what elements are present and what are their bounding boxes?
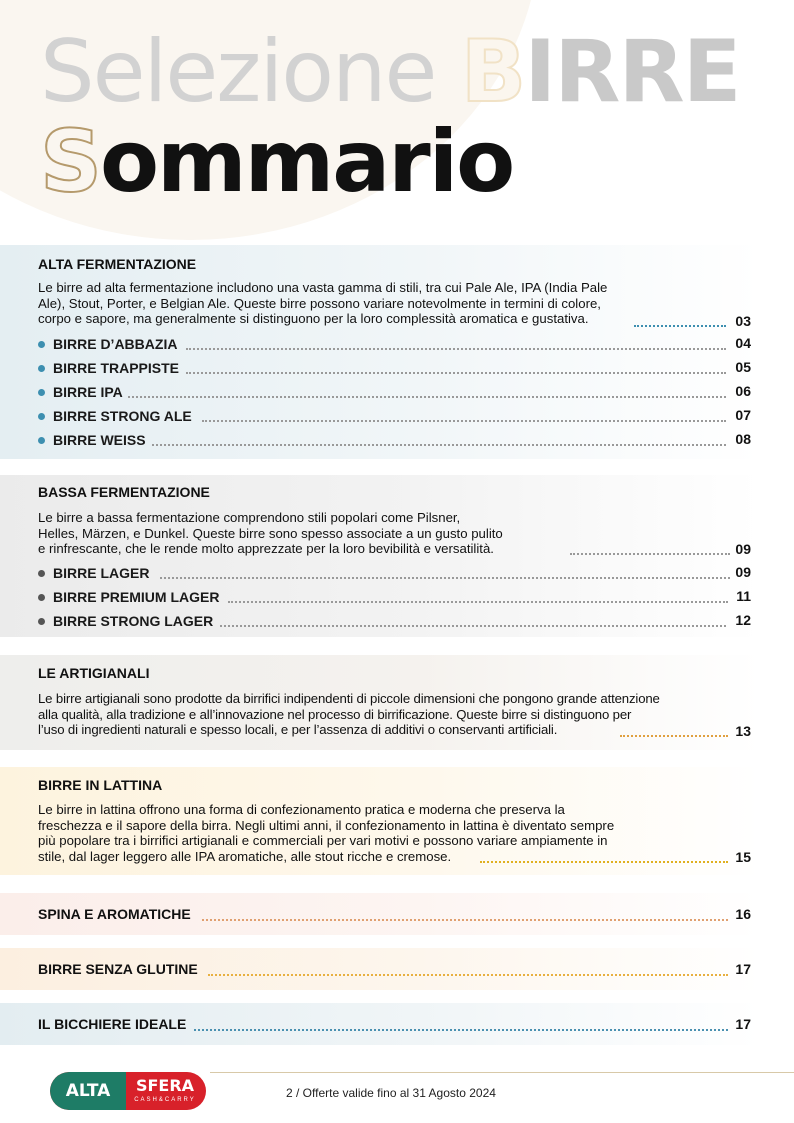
section-description: Le birre artigianali sono prodotte da birrifici indipendenti di piccole dimensioni che pongono grande attenzione alla qualità, alla tradizione e all’innovazione nel processo di birrificazione. Queste birre si distinguono per l’uso di ingredienti naturali e spesso locali, e per l’assenza di additivi o conservanti artificiali. — [38, 691, 660, 737]
page-number[interactable]: 09 — [735, 564, 751, 580]
altasfera-logo: ALTA SFERA CASH&CARRY — [50, 1072, 206, 1110]
bullet-icon — [38, 365, 45, 372]
page-number[interactable]: 15 — [735, 849, 751, 865]
bullet-icon — [38, 618, 45, 625]
section-heading: BIRRE IN LATTINA — [38, 777, 163, 793]
section-il-bicchiere-ideale[interactable] — [0, 1003, 760, 1045]
section-spina-e-aromatiche[interactable] — [0, 893, 760, 935]
section-heading: LE ARTIGIANALI — [38, 665, 150, 681]
section-description: Le birre ad alta fermentazione includono una vasta gamma di stili, tra cui Pale Ale, IPA (India Pale Ale), Stout, Porter, e Belgian Ale. Queste birre possono variare notevolmente in termini di colore, corpo e sapore, ma generalmente si distinguono per la loro complessità aromatica e gustativa. — [38, 280, 608, 326]
toc-item-lager[interactable]: BIRRE LAGER — [38, 564, 149, 582]
page-number[interactable]: 04 — [735, 335, 751, 351]
toc-item-trappiste[interactable]: BIRRE TRAPPISTE — [38, 359, 179, 377]
section-bassa-fermentazione — [0, 475, 760, 637]
leader-dots — [228, 601, 728, 603]
section-heading: BASSA FERMENTAZIONE — [38, 484, 210, 500]
page-number[interactable]: 17 — [735, 961, 751, 977]
bullet-icon — [38, 437, 45, 444]
leader-dots — [202, 420, 726, 422]
page-number[interactable]: 12 — [735, 612, 751, 628]
section-alta-fermentazione — [0, 245, 760, 459]
leader-dots — [202, 919, 728, 921]
toc-item-weiss[interactable]: BIRRE WEISS — [38, 431, 146, 449]
title-selezione-birre: Selezione BIRRE — [40, 22, 740, 122]
leader-dots — [208, 974, 728, 976]
bullet-icon — [38, 389, 45, 396]
section-heading: ALTA FERMENTAZIONE — [38, 256, 197, 272]
leader-dots — [128, 396, 726, 398]
page-number[interactable]: 09 — [735, 541, 751, 557]
page-number[interactable]: 16 — [735, 906, 751, 922]
title-sommario: Sommario — [40, 112, 514, 212]
section-birre-in-lattina — [0, 767, 760, 875]
leader-dots — [186, 348, 726, 350]
toc-item-ipa[interactable]: BIRRE IPA — [38, 383, 123, 401]
toc-item-strong-ale[interactable]: BIRRE STRONG ALE — [38, 407, 192, 425]
section-le-artigianali — [0, 655, 760, 750]
leader-dots — [186, 372, 726, 374]
section-birre-senza-glutine[interactable] — [0, 948, 760, 990]
toc-item-strong-lager[interactable]: BIRRE STRONG LAGER — [38, 612, 213, 630]
page-number[interactable]: 11 — [736, 588, 751, 604]
leader-dots — [480, 861, 728, 863]
page-number[interactable]: 17 — [735, 1016, 751, 1032]
bullet-icon — [38, 594, 45, 601]
page-number[interactable]: 08 — [735, 431, 751, 447]
section-heading: BIRRE SENZA GLUTINE — [38, 961, 198, 977]
bullet-icon — [38, 413, 45, 420]
page-number[interactable]: 05 — [735, 359, 751, 375]
leader-dots — [160, 577, 730, 579]
leader-dots — [220, 625, 726, 627]
footer-divider — [210, 1072, 794, 1073]
section-description: Le birre in lattina offrono una forma di confezionamento pratica e moderna che preserva la freschezza e il sapore della birra. Negli ultimi anni, il confezionamento in lattina è diventato sempre più popolare tra i birrifici artigianali e commerciali per vari motivi e possono variare ampiamente in stile, dal lager leggero alle IPA aromatiche, alle stout ricche e cremose. — [38, 802, 615, 864]
bullet-icon — [38, 570, 45, 577]
leader-dots — [152, 444, 726, 446]
toc-item-abbazia[interactable]: BIRRE D’ABBAZIA — [38, 335, 177, 353]
footer-page-info: 2 / Offerte valide fino al 31 Agosto 2024 — [286, 1086, 496, 1100]
page-number[interactable]: 03 — [735, 313, 751, 329]
page-number[interactable]: 07 — [735, 407, 751, 423]
page-header — [40, 22, 739, 210]
page-number[interactable]: 06 — [735, 383, 751, 399]
section-heading: IL BICCHIERE IDEALE — [38, 1016, 187, 1032]
page-number[interactable]: 13 — [735, 723, 751, 739]
leader-dots — [194, 1029, 728, 1031]
section-heading: SPINA E AROMATICHE — [38, 906, 191, 922]
leader-dots — [570, 553, 730, 555]
section-description: Le birre a bassa fermentazione comprendono stili popolari come Pilsner, Helles, Märzen, e Dunkel. Queste birre sono spesso associate a un gusto pulito e rinfrescante, che le rende molto apprezzate per la loro bevibilità e versatilità. — [38, 510, 503, 556]
toc-item-premium-lager[interactable]: BIRRE PREMIUM LAGER — [38, 588, 219, 606]
bullet-icon — [38, 341, 45, 348]
